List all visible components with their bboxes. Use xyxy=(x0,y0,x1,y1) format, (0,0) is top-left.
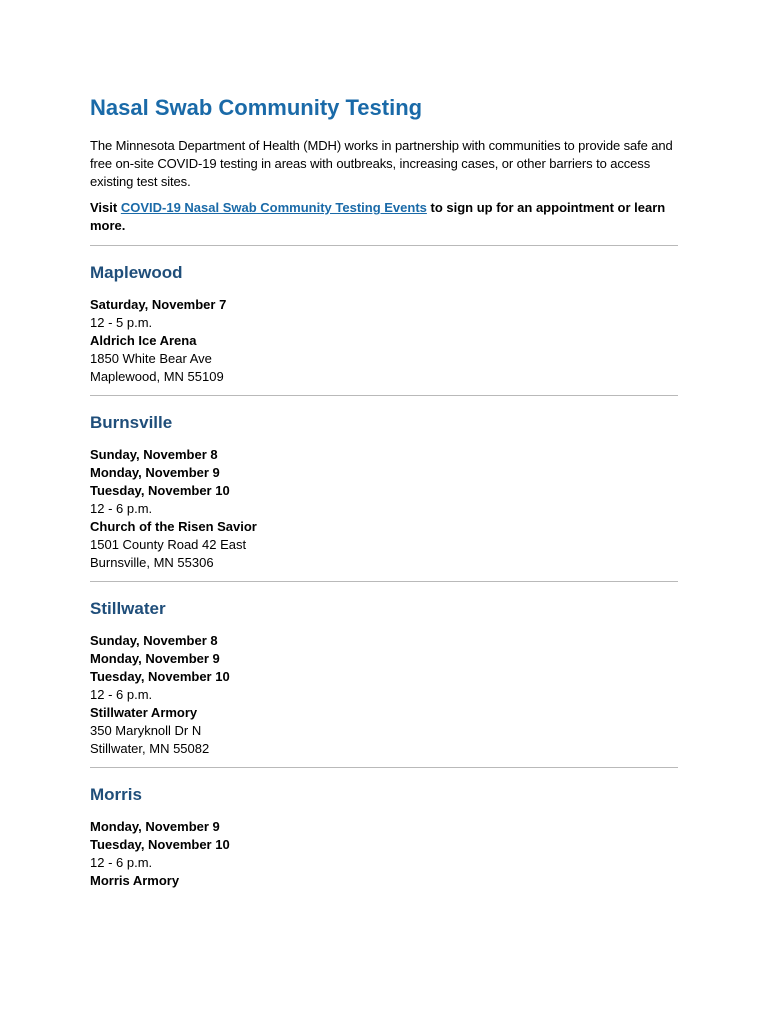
address-city: Stillwater, MN 55082 xyxy=(90,741,210,756)
event-time: 12 - 5 p.m. xyxy=(90,315,153,330)
visit-suffix: to sign up for an appointment or learn more. xyxy=(90,200,666,233)
city-heading: Burnsville xyxy=(90,413,173,432)
event-date: Monday, November 9 xyxy=(90,819,220,834)
intro-paragraph: The Minnesota Department of Health (MDH) works in partnership with communities to provide safe and free on-site COVID-19 testing in areas with outbreaks, increasing cases, or other barriers to access existing test sites. xyxy=(90,138,673,189)
address-city: Maplewood, MN 55109 xyxy=(90,369,224,384)
address-city: Burnsville, MN 55306 xyxy=(90,555,214,570)
location-details xyxy=(90,818,678,890)
event-date: Sunday, November 8 xyxy=(90,447,218,462)
location-section-stillwater xyxy=(90,582,678,768)
venue-name: Church of the Risen Savior xyxy=(90,519,257,534)
event-date: Monday, November 9 xyxy=(90,465,220,480)
visit-paragraph xyxy=(90,199,678,235)
event-date: Tuesday, November 10 xyxy=(90,669,230,684)
city-heading: Stillwater xyxy=(90,599,166,618)
event-time: 12 - 6 p.m. xyxy=(90,855,153,870)
city-heading: Morris xyxy=(90,785,142,804)
event-date: Tuesday, November 10 xyxy=(90,837,230,852)
testing-events-link[interactable]: COVID-19 Nasal Swab Community Testing Events xyxy=(120,200,427,215)
location-details xyxy=(90,632,678,758)
event-time: 12 - 6 p.m. xyxy=(90,501,153,516)
address-street: 1850 White Bear Ave xyxy=(90,351,212,366)
address-street: 350 Maryknoll Dr N xyxy=(90,723,202,738)
venue-name: Morris Armory xyxy=(90,873,180,888)
event-date: Tuesday, November 10 xyxy=(90,483,230,498)
venue-name: Stillwater Armory xyxy=(90,705,198,720)
venue-name: Aldrich Ice Arena xyxy=(90,333,197,348)
event-time: 12 - 6 p.m. xyxy=(90,687,153,702)
city-heading: Maplewood xyxy=(90,263,183,282)
event-date: Monday, November 9 xyxy=(90,651,220,666)
location-details xyxy=(90,296,678,386)
address-street: 1501 County Road 42 East xyxy=(90,537,247,552)
location-section-burnsville xyxy=(90,396,678,582)
location-section-morris xyxy=(90,768,678,890)
location-section-maplewood xyxy=(90,246,678,396)
event-date: Saturday, November 7 xyxy=(90,297,227,312)
visit-prefix: Visit xyxy=(90,200,121,215)
location-details xyxy=(90,446,678,572)
event-date: Sunday, November 8 xyxy=(90,633,218,648)
page-title: Nasal Swab Community Testing xyxy=(90,95,423,120)
